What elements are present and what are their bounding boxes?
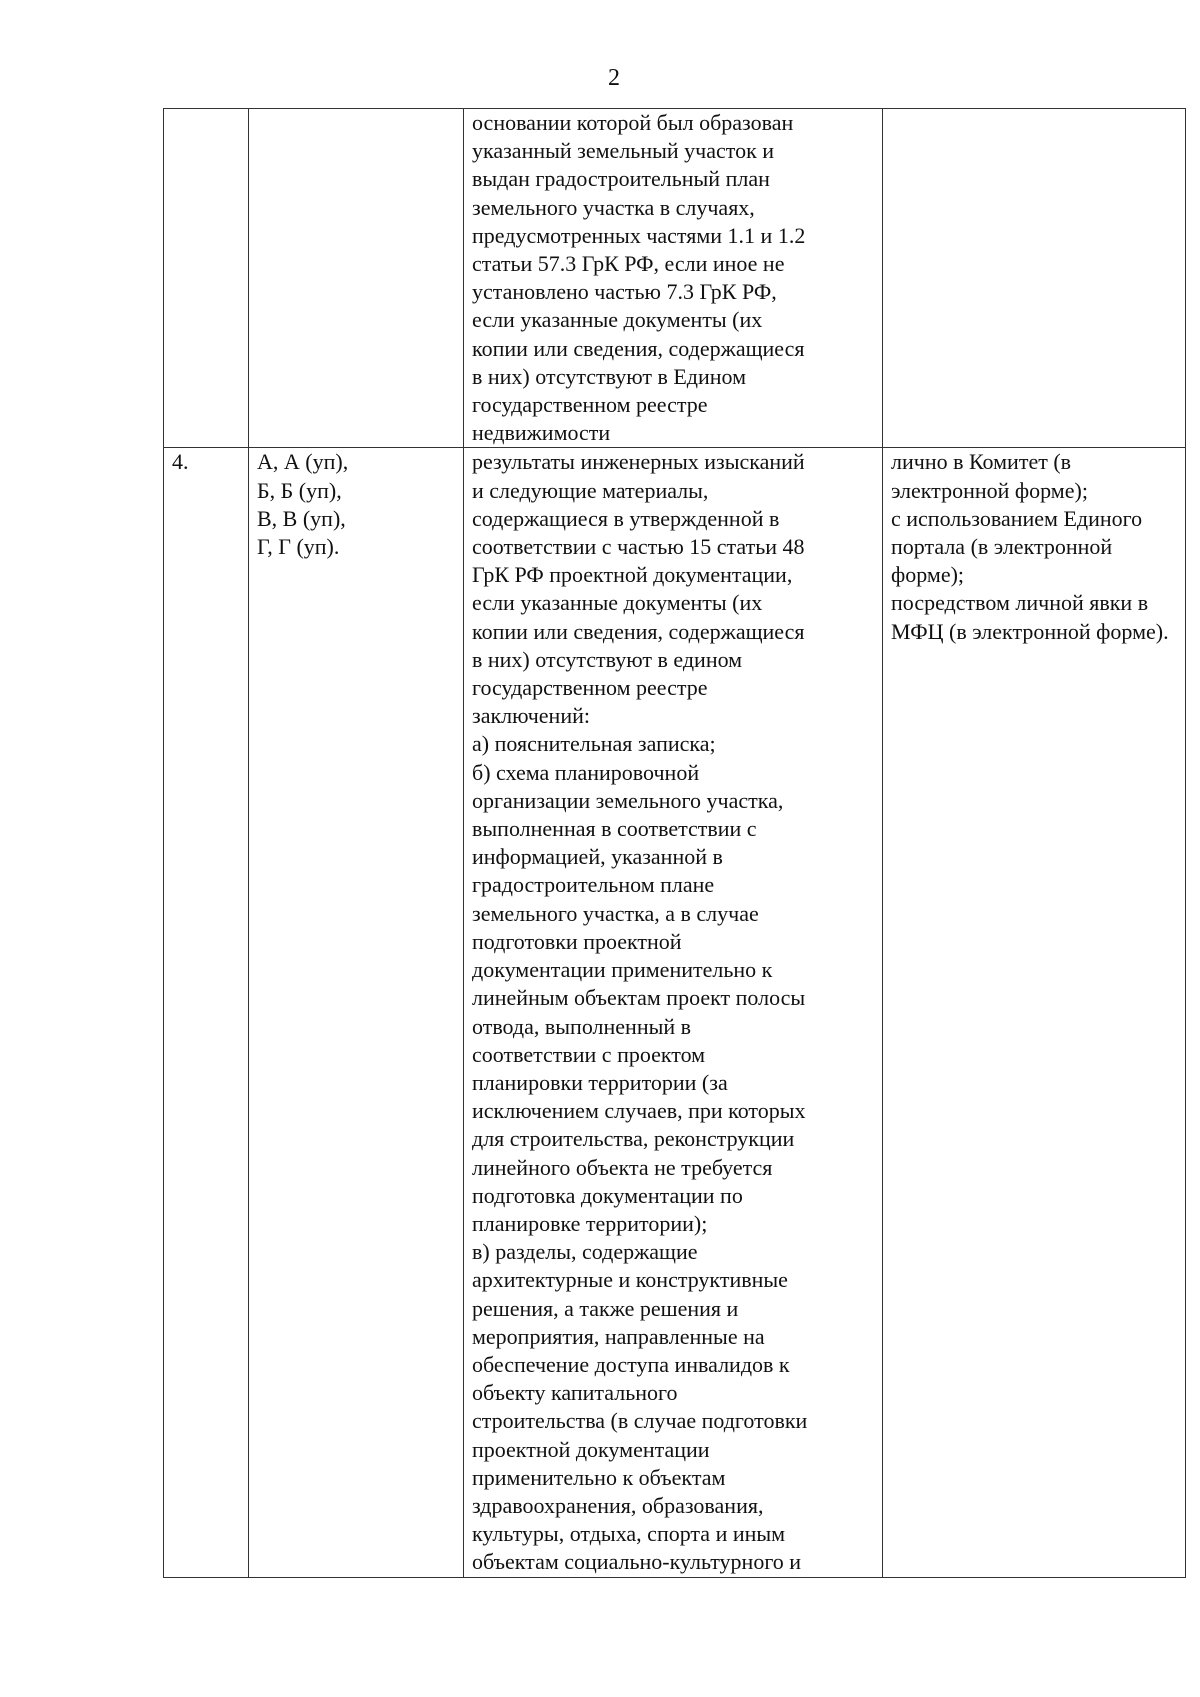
text-line: строительства (в случае подготовки — [472, 1408, 808, 1434]
text-line: исключением случаев, при которых — [472, 1098, 806, 1124]
text-line: подготовки проектной — [472, 928, 682, 954]
text-line: линейного объекта не требуется — [472, 1154, 773, 1180]
text-line: для строительства, реконструкции — [472, 1126, 795, 1152]
text-line: в) разделы, содержащие — [472, 1239, 698, 1265]
text-line: линейным объектам проект полосы — [472, 985, 806, 1011]
text-line: если указанные документы (их — [472, 590, 763, 616]
text-line: копии или сведения, содержащиеся — [472, 335, 805, 361]
text-line: государственном реестре — [472, 392, 708, 418]
text-line: культуры, отдыха, спорта и иным — [472, 1521, 786, 1547]
text-line: посредством личной явки в — [891, 590, 1149, 616]
text-line: портала (в электронной — [891, 534, 1113, 560]
text-line: подготовка документации по — [472, 1182, 743, 1208]
text-line: проектной документации — [472, 1436, 710, 1462]
cell-number — [164, 448, 249, 1577]
cell-documents — [464, 448, 883, 1577]
text-line: применительно к объектам — [472, 1464, 726, 1490]
text-line: с использованием Единого — [891, 505, 1143, 531]
cell-categories — [249, 448, 464, 1577]
text-line: выдан градостроительный план — [472, 166, 770, 192]
document-table — [163, 108, 1186, 1578]
text-line: недвижимости — [472, 420, 611, 446]
text-line: если указанные документы (их — [472, 307, 763, 333]
text-line: статьи 57.3 ГрК РФ, если иное не — [472, 251, 785, 277]
text-line: основании которой был образован — [472, 110, 794, 135]
text-line: Б, Б (уп), — [257, 477, 342, 503]
text-line: а) пояснительная записка; — [472, 731, 716, 757]
text-line: и следующие материалы, — [472, 477, 709, 503]
text-line: Г, Г (уп). — [257, 534, 340, 560]
text-line: электронной форме); — [891, 477, 1088, 503]
text-line: градостроительном плане — [472, 872, 715, 898]
text-line: обеспечение доступа инвалидов к — [472, 1351, 790, 1377]
text-line: организации земельного участка, — [472, 787, 784, 813]
table-row — [164, 448, 1186, 1577]
text-line: лично в Комитет (в — [891, 449, 1072, 475]
text-line: объектам социально-культурного и — [472, 1549, 802, 1575]
text-line: заключений: — [472, 703, 590, 729]
text-line: содержащиеся в утвержденной в — [472, 505, 780, 531]
cell-methods — [883, 448, 1186, 1577]
text-line: указанный земельный участок и — [472, 138, 775, 164]
cell-number — [164, 109, 249, 448]
text-line: планировки территории (за — [472, 1069, 728, 1095]
text-line: В, В (уп), — [257, 505, 346, 531]
text-line: архитектурные и конструктивные — [472, 1267, 788, 1293]
text-line: в них) отсутствуют в едином — [472, 646, 743, 672]
text-line: государственном реестре — [472, 675, 708, 701]
text-line: планировке территории); — [472, 1210, 708, 1236]
text-line: земельного участка, а в случае — [472, 900, 759, 926]
text-line: мероприятия, направленные на — [472, 1323, 765, 1349]
text-line: здравоохранения, образования, — [472, 1492, 764, 1518]
page-number: 2 — [608, 65, 620, 91]
text-line: решения, а также решения и — [472, 1295, 739, 1321]
text-line: МФЦ (в электронной форме). — [891, 618, 1169, 644]
text-line: соответствии с частью 15 статьи 48 — [472, 534, 805, 560]
cell-documents — [464, 109, 883, 448]
text-line: ГрК РФ проектной документации, — [472, 562, 793, 588]
text-line: А, А (уп), — [257, 449, 349, 475]
text-line: форме); — [891, 562, 965, 588]
text-line: б) схема планировочной — [472, 759, 700, 785]
table-row — [164, 109, 1186, 448]
cell-categories — [249, 109, 464, 448]
text-line: информацией, указанной в — [472, 844, 723, 870]
text-line: выполненная в соответствии с — [472, 816, 757, 842]
row-number: 4. — [172, 449, 189, 475]
text-line: объекту капитального — [472, 1380, 678, 1406]
text-line: установлено частью 7.3 ГрК РФ, — [472, 279, 777, 305]
text-line: в них) отсутствуют в Едином — [472, 363, 747, 389]
text-line: результаты инженерных изысканий — [472, 449, 805, 475]
text-line: предусмотренных частями 1.1 и 1.2 — [472, 222, 806, 248]
text-line: документации применительно к — [472, 957, 773, 983]
text-line: земельного участка в случаях, — [472, 194, 755, 220]
cell-methods — [883, 109, 1186, 448]
text-line: копии или сведения, содержащиеся — [472, 618, 805, 644]
text-line: соответствии с проектом — [472, 1041, 706, 1067]
text-line: отвода, выполненный в — [472, 1013, 692, 1039]
